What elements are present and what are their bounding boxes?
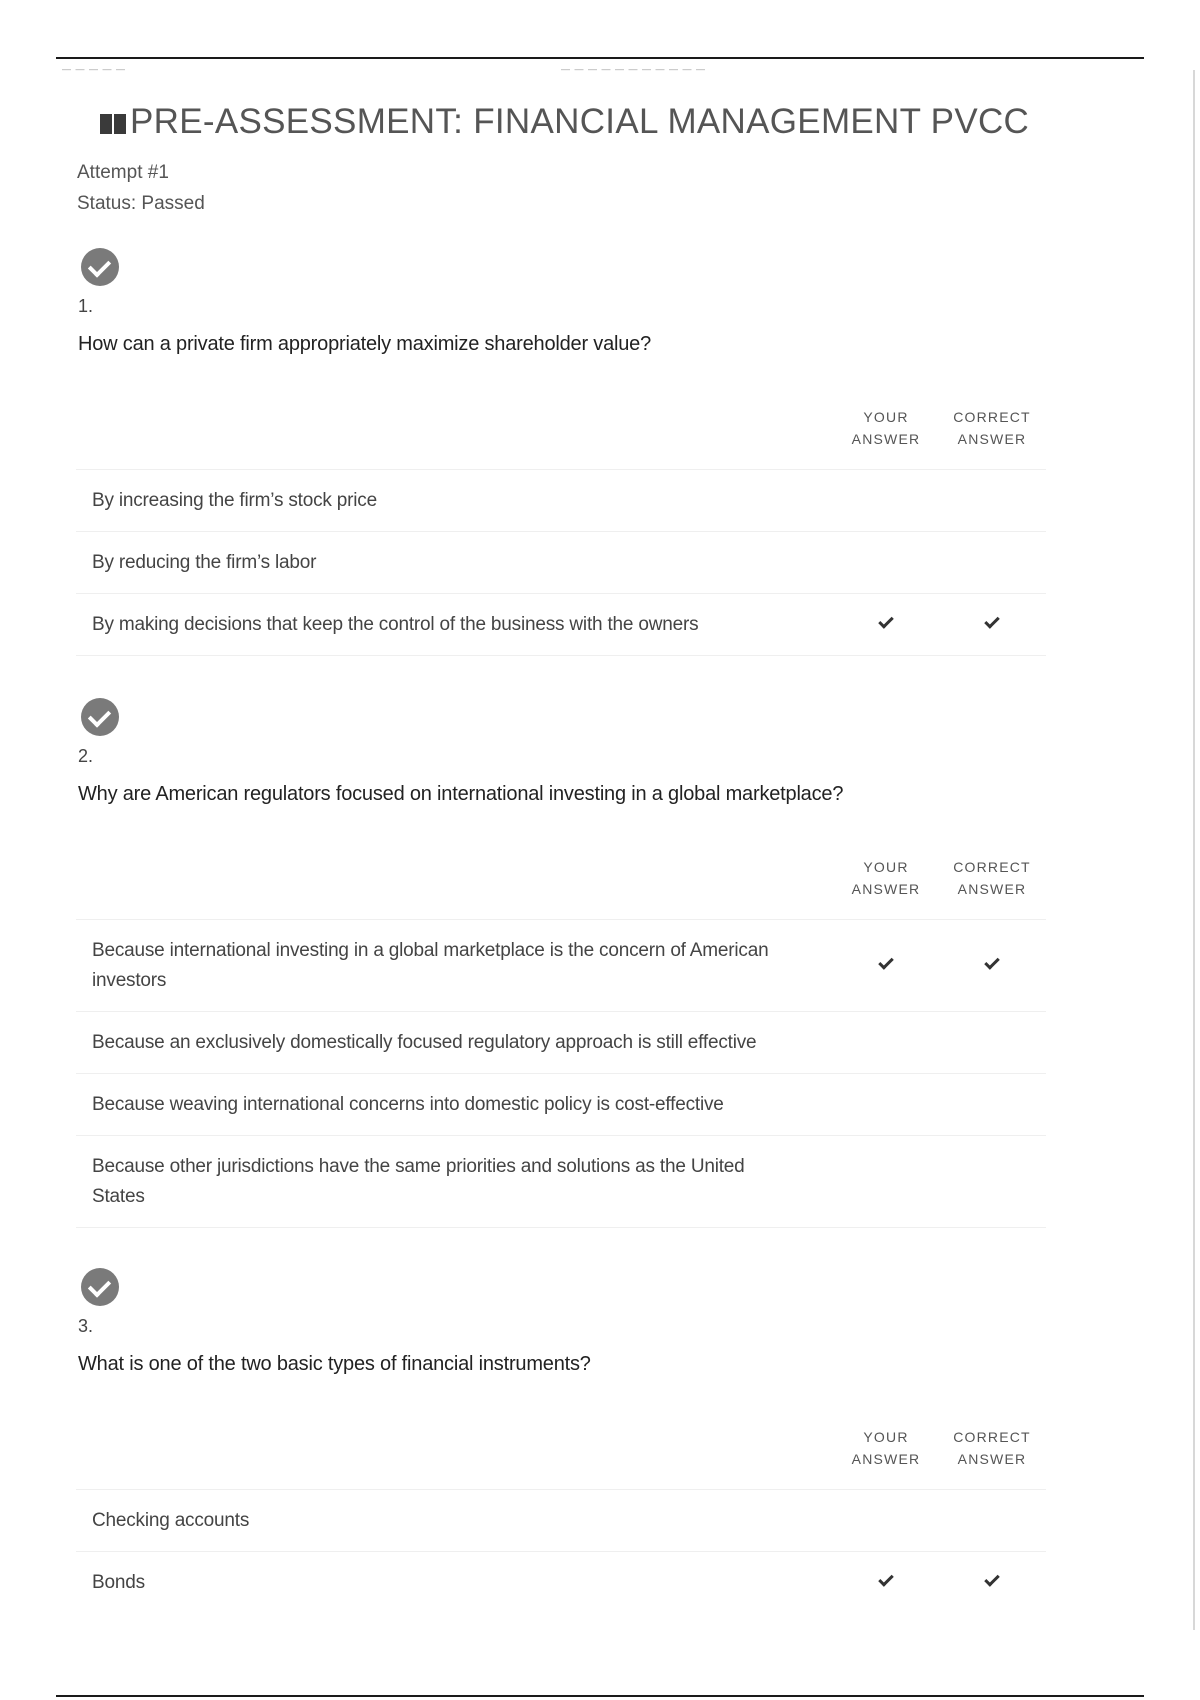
- answer-table-header: [76, 400, 1046, 470]
- answer-table: [76, 850, 1046, 1228]
- correct-check-icon: [81, 698, 119, 736]
- question-number: 3.: [78, 1316, 94, 1336]
- correct-answer-header: CORRECT ANSWER: [953, 859, 1031, 897]
- answer-option: By increasing the firm’s stock price: [92, 489, 377, 511]
- answer-table-header: [76, 850, 1046, 920]
- your-answer-header: YOUR ANSWER: [851, 409, 921, 447]
- bottom-rule: [56, 1695, 1144, 1697]
- correct-check-icon: [81, 248, 119, 286]
- attempt-meta: [77, 157, 205, 219]
- answer-option: Checking accounts: [92, 1509, 250, 1531]
- scanned-page-header: [56, 64, 1144, 78]
- answer-row: [76, 1552, 1046, 1614]
- question-text: What is one of the two basic types of financial instruments?: [78, 1353, 591, 1375]
- answer-row: [76, 594, 1046, 656]
- answer-table-header: [76, 1420, 1046, 1490]
- answer-row: [76, 1074, 1046, 1136]
- answer-option: Because weaving international concerns into domestic policy is cost-effective: [92, 1093, 724, 1115]
- header-center-faint: — — — — — — — — — — —: [561, 64, 707, 74]
- correct-answer-header: CORRECT ANSWER: [953, 409, 1031, 447]
- answer-option: Bonds: [92, 1572, 145, 1593]
- question-3: [76, 1268, 1046, 1614]
- your-answer-header: YOUR ANSWER: [851, 1429, 921, 1467]
- book-icon: [100, 114, 126, 134]
- question-number: 1.: [78, 296, 94, 316]
- answer-row: [76, 470, 1046, 532]
- answer-row: [76, 1490, 1046, 1552]
- answer-row: [76, 532, 1046, 594]
- page-title: [100, 102, 1029, 142]
- correct-answer-header: CORRECT ANSWER: [953, 1429, 1031, 1467]
- page-edge: [1193, 70, 1195, 1630]
- correct-answer-check-icon: [942, 615, 1042, 635]
- top-rule: [56, 57, 1144, 59]
- answer-table: [76, 1420, 1046, 1614]
- question-text: Why are American regulators focused on international investing in a global marketplace?: [78, 783, 844, 805]
- correct-check-icon: [81, 1268, 119, 1306]
- your-answer-check-icon: [836, 615, 936, 635]
- answer-row: [76, 1012, 1046, 1074]
- question-number: 2.: [78, 746, 94, 766]
- answer-table: [76, 400, 1046, 656]
- page-title-text: PRE-ASSESSMENT: FINANCIAL MANAGEMENT PVCC: [130, 102, 1030, 141]
- your-answer-header: YOUR ANSWER: [851, 859, 921, 897]
- attempt-number: Attempt #1: [77, 162, 169, 183]
- answer-option: Because an exclusively domestically focused regulatory approach is still effective: [92, 1031, 757, 1053]
- your-answer-check-icon: [836, 956, 936, 976]
- answer-row: [76, 1136, 1046, 1228]
- answer-option: By making decisions that keep the control of the business with the owners: [92, 613, 699, 635]
- question-1: [76, 248, 1046, 656]
- answer-option: Because international investing in a global marketplace is the concern of American investors: [92, 939, 769, 991]
- question-2: [76, 698, 1046, 1228]
- answer-option: By reducing the firm’s labor: [92, 551, 317, 573]
- header-left-faint: — — — — —: [62, 64, 127, 74]
- answer-option: Because other jurisdictions have the same priorities and solutions as the United States: [92, 1155, 745, 1207]
- answer-row: [76, 920, 1046, 1012]
- attempt-status: Status: Passed: [77, 193, 205, 214]
- question-text: How can a private firm appropriately maximize shareholder value?: [78, 333, 652, 355]
- correct-answer-check-icon: [942, 956, 1042, 976]
- your-answer-check-icon: [836, 1573, 936, 1593]
- correct-answer-check-icon: [942, 1573, 1042, 1593]
